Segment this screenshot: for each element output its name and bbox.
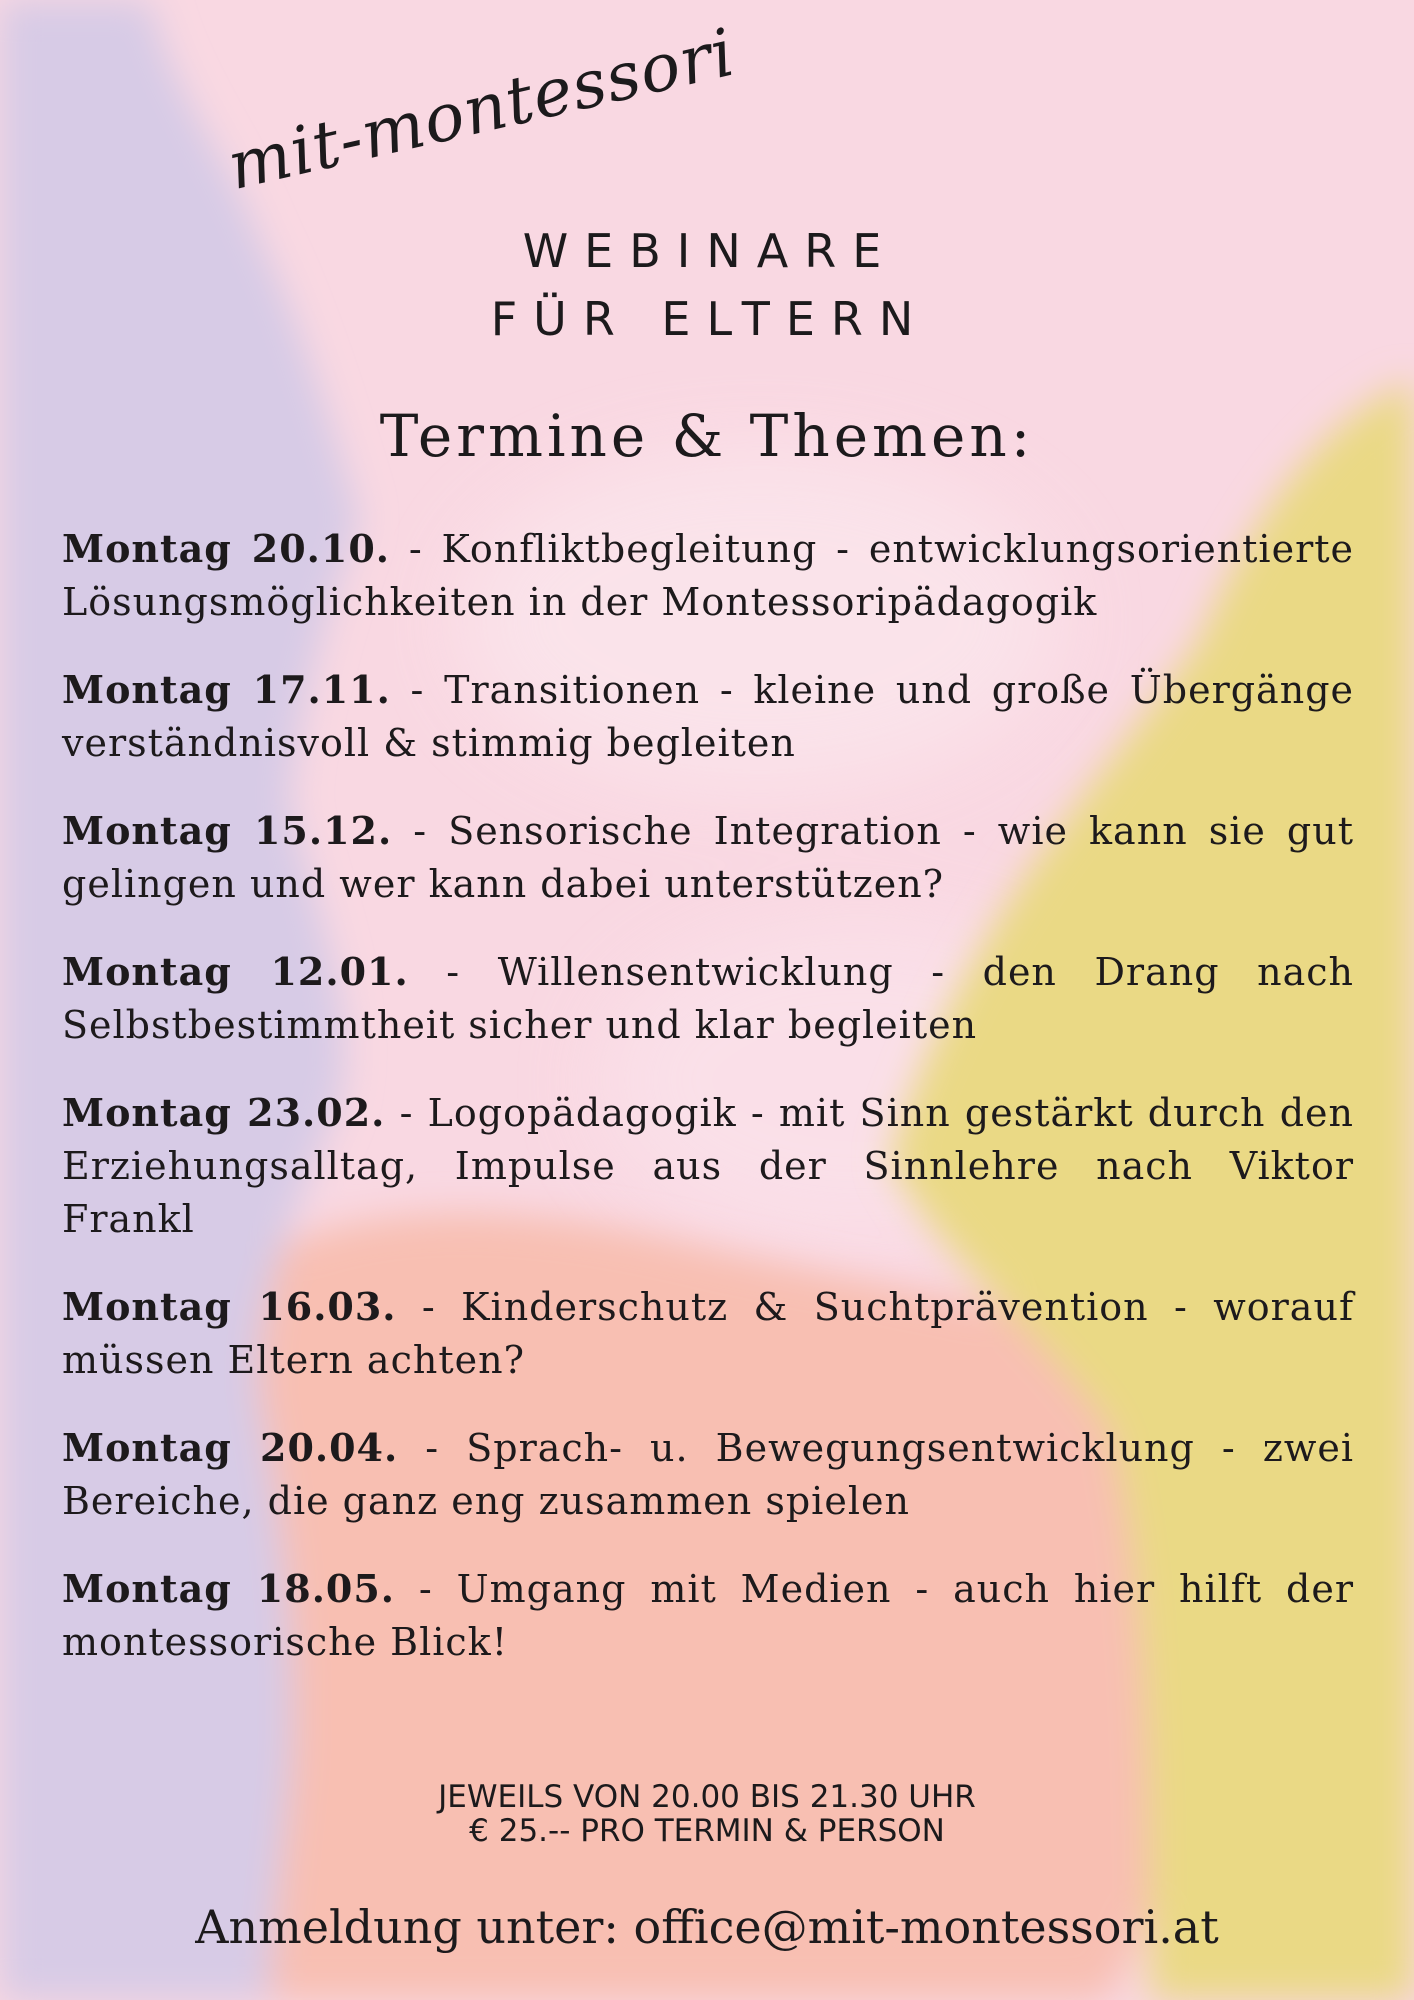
event-date: Montag 23.02. <box>62 1090 386 1135</box>
event-item: Montag 15.12. - Sensorische Integration - wie kann sie gut gelingen und wer kann dabei unterstützen? <box>62 808 1354 906</box>
event-topic: Sprach- u. Bewegungsentwicklung - zwei Bereiche, die ganz eng zusammen spielen <box>62 1426 1355 1523</box>
event-item: Montag 12.01. - Willensentwicklung - den Drang nach Selbstbestimmtheit sicher und klar begleiten <box>62 949 1354 1047</box>
event-date: Montag 20.04. <box>62 1425 399 1470</box>
event-topic: Kinderschutz & Suchtprävention - worauf müssen Eltern achten? <box>62 1285 1355 1382</box>
event-item: Montag 20.10. - Konfliktbegleitung - entwicklungsorientierte Lösungsmöglichkeiten in der Montessoripädagogik <box>62 526 1354 624</box>
event-date: Montag 16.03. <box>62 1284 397 1329</box>
event-item: Montag 17.11. - Transitionen - kleine und große Übergänge verständnisvoll & stimmig begleiten <box>62 667 1355 765</box>
schedule-info <box>0 1780 1414 1848</box>
brand-logo: mit-montessori <box>220 13 742 206</box>
event-topic: Umgang mit Medien - auch hier hilft der montessorische Blick! <box>62 1567 1354 1664</box>
heading-fuer-eltern: FÜR ELTERN <box>490 292 930 346</box>
event-list <box>62 522 1354 1703</box>
event-item: Montag 16.03. - Kinderschutz & Suchtprävention - worauf müssen Eltern achten? <box>62 1284 1355 1382</box>
schedule-price: € 25.-- PRO TERMIN & PERSON <box>469 1813 945 1849</box>
heading-webinare: WEBINARE <box>522 224 898 278</box>
event-date: Montag 15.12. <box>62 808 393 853</box>
event-date: Montag 20.10. <box>62 526 390 571</box>
section-title: Termine & Themen: <box>379 402 1035 470</box>
event-topic: Sensorische Integration - wie kann sie gut gelingen und wer kann dabei unterstützen? <box>62 809 1354 906</box>
event-item: Montag 18.05. - Umgang mit Medien - auch hier hilft der montessorische Blick! <box>62 1566 1354 1664</box>
event-topic: Konfliktbegleitung - entwicklungsorientierte Lösungsmöglichkeiten in der Montessoripädagogik <box>62 527 1354 624</box>
event-topic: Transitionen - kleine und große Übergänge verständnisvoll & stimmig begleiten <box>62 668 1355 765</box>
event-date: Montag 18.05. <box>62 1566 396 1611</box>
event-date: Montag 12.01. <box>62 949 409 994</box>
registration-contact: Anmeldung unter: office@mit-montessori.at <box>195 1900 1219 1954</box>
event-topic: Willensentwicklung - den Drang nach Selbstbestimmtheit sicher und klar begleiten <box>62 950 1354 1047</box>
event-item: Montag 23.02. - Logopädagogik - mit Sinn gestärkt durch den Erziehungsalltag, Impulse aus der Sinnlehre nach Viktor Frankl <box>62 1090 1355 1241</box>
event-date: Montag 17.11. <box>62 667 391 712</box>
event-item: Montag 20.04. - Sprach- u. Bewegungsentwicklung - zwei Bereiche, die ganz eng zusammen spielen <box>62 1425 1355 1523</box>
schedule-time: JEWEILS VON 20.00 BIS 21.30 UHR <box>438 1779 976 1815</box>
event-topic: Logopädagogik - mit Sinn gestärkt durch den Erziehungsalltag, Impulse aus der Sinnlehre nach Viktor Frankl <box>62 1091 1355 1241</box>
